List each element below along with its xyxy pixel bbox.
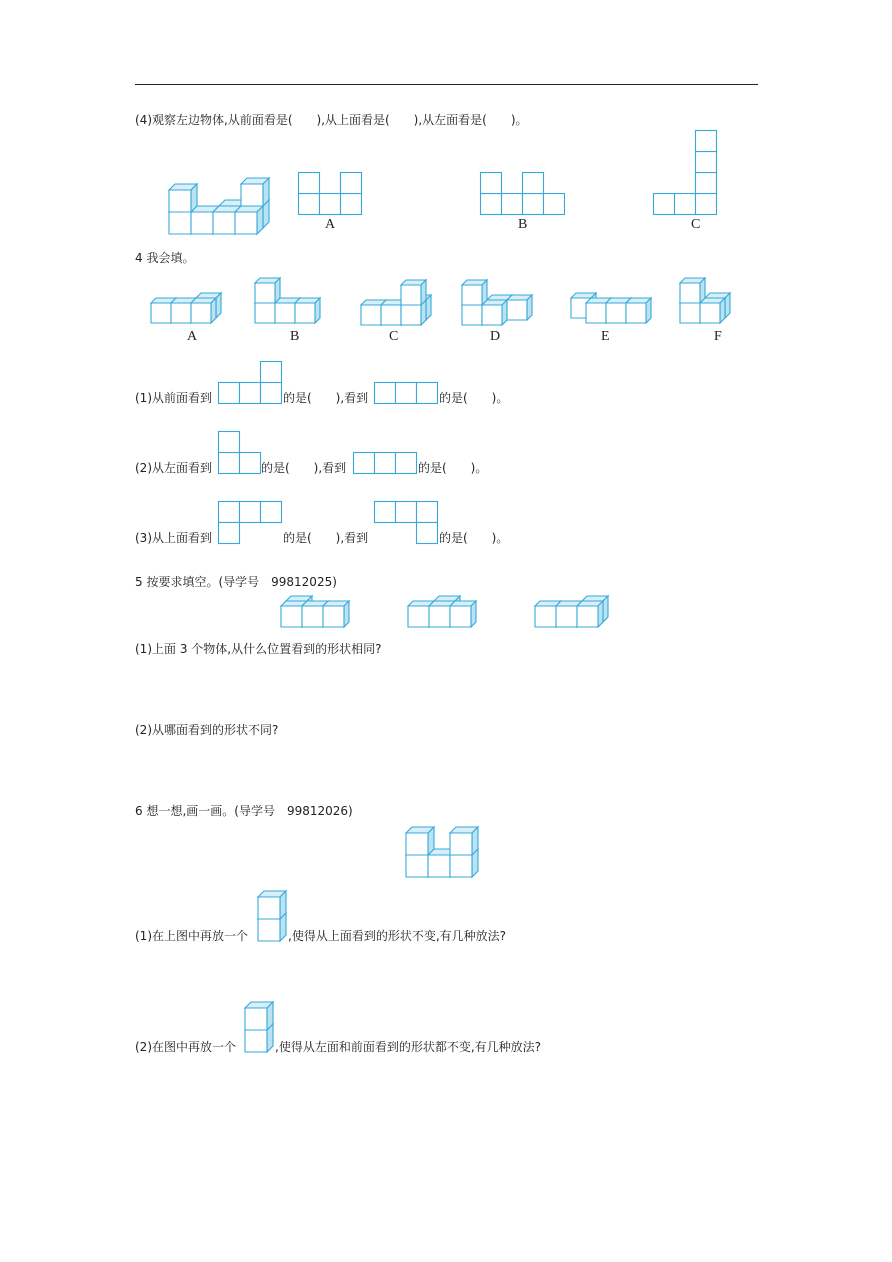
view-square (481, 173, 502, 194)
view-square (654, 194, 675, 215)
view-square (696, 194, 717, 215)
q4-figure-a (150, 276, 235, 324)
q4-label-c: C (389, 329, 399, 344)
view-square (354, 453, 375, 474)
cube (482, 300, 507, 325)
top-rule (135, 84, 758, 85)
view-square (341, 194, 362, 215)
cube (680, 278, 705, 303)
q6-title: 6 想一想,画一画。(导学号 99812026) (135, 804, 353, 818)
q4-label-d: D (490, 329, 501, 344)
q3-4-option-c-view (653, 128, 719, 215)
view-square (375, 383, 396, 404)
option-c-label: C (691, 217, 701, 232)
view-square (417, 502, 438, 523)
cube (462, 280, 487, 305)
view-square (544, 194, 565, 215)
q4-figure-c (360, 266, 438, 326)
view-square (696, 173, 717, 194)
q4-3-prefix: (3)从上面看到 (135, 531, 212, 545)
q4-figure-d (461, 266, 539, 326)
view-square (417, 383, 438, 404)
q5-object-1 (280, 590, 355, 628)
q6-solid (405, 818, 490, 878)
q5-sub1: (1)上面 3 个物体,从什么位置看到的形状相同? (135, 642, 382, 656)
q6-sub1-suffix: ,使得从上面看到的形状不变,有几种放法? (288, 929, 506, 943)
view-square (299, 194, 320, 215)
view-square (417, 523, 438, 544)
cube (235, 206, 263, 234)
cube (450, 601, 476, 627)
cube (406, 827, 434, 855)
q4-2-middle: 的是( ),看到 (261, 461, 347, 475)
view-square (481, 194, 502, 215)
q6-sub1-prefix: (1)在上图中再放一个 (135, 929, 248, 943)
q4-2-suffix: 的是( )。 (418, 461, 488, 475)
q3-4-option-b-view (480, 170, 568, 215)
q3-4-option-a-view (298, 170, 364, 215)
q4-2-prefix: (2)从左面看到 (135, 461, 212, 475)
view-square (261, 362, 282, 383)
q4-1-prefix: (1)从前面看到 (135, 391, 212, 405)
view-square (523, 173, 544, 194)
option-a-label: A (325, 217, 336, 232)
q4-1-front-view-a (218, 360, 284, 404)
cube (169, 184, 197, 212)
cube (241, 178, 269, 206)
q6-sub1-two-cube-block (257, 888, 289, 942)
q4-3-suffix: 的是( )。 (439, 531, 509, 545)
q6-sub2-prefix: (2)在图中再放一个 (135, 1040, 236, 1054)
q4-2-left-view-a (218, 430, 262, 474)
q5-title: 5 按要求填空。(导学号 99812025) (135, 575, 337, 589)
view-square (299, 173, 320, 194)
cube (255, 278, 280, 303)
view-square (502, 194, 523, 215)
option-b-label: B (518, 217, 528, 232)
view-square (396, 383, 417, 404)
q4-3-middle: 的是( ),看到 (283, 531, 369, 545)
view-square (219, 383, 240, 404)
cube (245, 1002, 273, 1030)
q4-3-top-view-b (374, 500, 440, 544)
q5-object-3 (534, 590, 614, 628)
view-square (261, 383, 282, 404)
view-square (523, 194, 544, 215)
q4-2-left-view-b (353, 451, 419, 474)
q4-figure-b (254, 271, 339, 324)
cube (323, 601, 349, 627)
view-square (696, 152, 717, 173)
cube (700, 298, 725, 323)
q6-sub2-two-cube-block (244, 999, 276, 1053)
view-square (240, 383, 261, 404)
view-square (375, 453, 396, 474)
cube (191, 298, 216, 323)
view-square (675, 194, 696, 215)
cube (626, 298, 651, 323)
view-square (240, 453, 261, 474)
view-square (396, 502, 417, 523)
q4-label-a: A (187, 329, 198, 344)
q4-title: 4 我会填。 (135, 251, 195, 265)
view-square (261, 502, 282, 523)
q4-1-front-view-b (374, 381, 440, 404)
q6-sub2-suffix: ,使得从左面和前面看到的形状都不变,有几种放法? (275, 1040, 541, 1054)
q4-1-suffix: 的是( )。 (439, 391, 509, 405)
view-square (219, 523, 240, 544)
q4-label-b: B (290, 329, 300, 344)
q4-label-e: E (601, 329, 610, 344)
cube (577, 601, 603, 627)
view-square (320, 194, 341, 215)
view-square (696, 131, 717, 152)
q4-figure-e (565, 279, 655, 324)
cube (507, 295, 532, 320)
view-square (240, 502, 261, 523)
q3-4-solid (168, 155, 273, 235)
view-square (341, 173, 362, 194)
view-square (375, 502, 396, 523)
q5-object-2 (407, 590, 482, 628)
view-square (219, 432, 240, 453)
cube (295, 298, 320, 323)
view-square (219, 502, 240, 523)
q4-figure-f (679, 271, 741, 324)
q4-1-middle: 的是( ),看到 (283, 391, 369, 405)
view-square (396, 453, 417, 474)
cube (450, 827, 478, 855)
q5-sub2: (2)从哪面看到的形状不同? (135, 723, 279, 737)
cube (258, 891, 286, 919)
q4-label-f: F (714, 329, 722, 344)
view-square (219, 453, 240, 474)
q3-4-text: (4)观察左边物体,从前面看是( ),从上面看是( ),从左面看是( )。 (135, 113, 528, 127)
q4-3-top-view-a (218, 500, 284, 544)
cube (401, 280, 426, 305)
